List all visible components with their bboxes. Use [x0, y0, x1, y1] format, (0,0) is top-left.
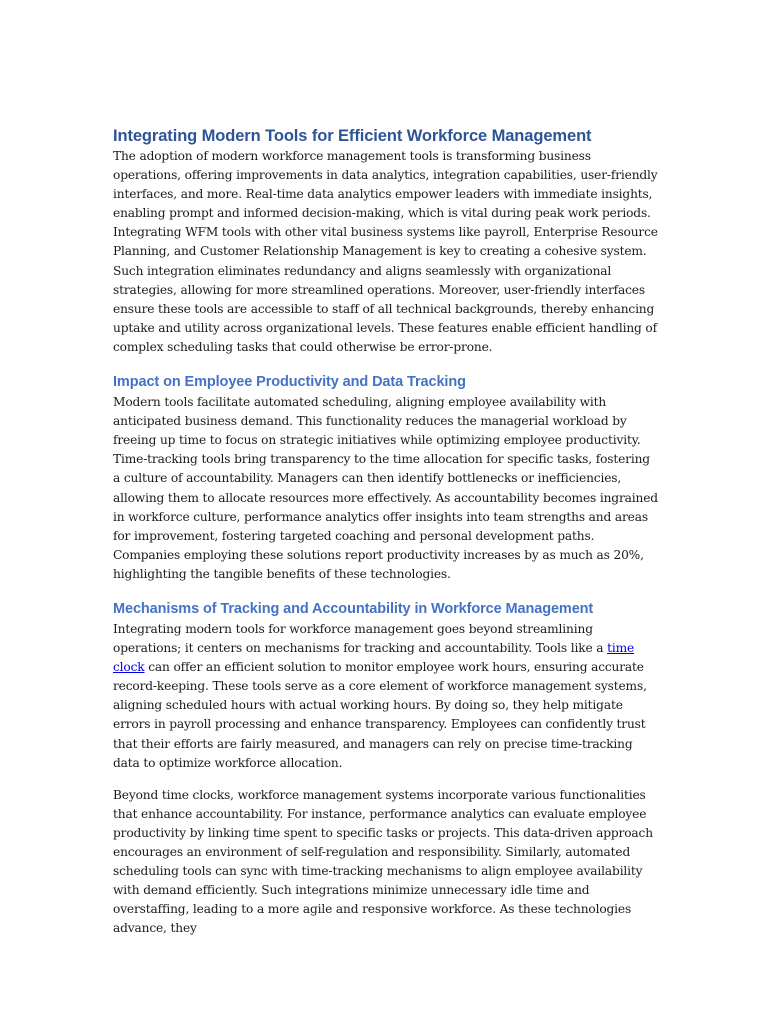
tracking-paragraph-1 — [113, 620, 658, 773]
intro-paragraph: The adoption of modern workforce management tools is transforming business operations, offering improvements in data analytics, integration capabilities, user-friendly interfaces, and more. Real-time data analytics empower leaders with immediate insights, enabling prompt and informed decision-making, which is vital during peak work periods. Integrating WFM tools with other vital business systems like payroll, Enterprise Resource Planning, and Customer Relationship Management is key to creating a cohesive system. Such integration eliminates redundancy and aligns seamlessly with organizational strategies, allowing for more streamlined operations. Moreover, user-friendly interfaces ensure these tools are accessible to staff of all technical backgrounds, thereby enhancing uptake and utility across organizational levels. These features enable efficient handling of complex scheduling tasks that could otherwise be error-prone. — [113, 149, 658, 354]
document-page — [113, 126, 658, 938]
productivity-paragraph: Modern tools facilitate automated scheduling, aligning employee availability with anticipated business demand. This functionality reduces the managerial workload by freeing up time to focus on strategic initiatives while optimizing employee productivity. Time-tracking tools bring transparency to the time allocation for specific tasks, fostering a culture of accountability. Managers can then identify bottlenecks or inefficiencies, allowing them to allocate resources more effectively. As accountability becomes ingrained in workforce culture, performance analytics offer insights into team strengths and areas for improvement, fostering targeted coaching and personal development paths. Companies employing these solutions report productivity increases by as much as 20%, highlighting the tangible benefits of these technologies. — [113, 395, 658, 581]
tracking-paragraph-1-start: Integrating modern tools for workforce management goes beyond streamlining operations; it centers on mechanisms for tracking and accountability. Tools like a — [113, 621, 608, 656]
time-clock-link[interactable]: time clock — [113, 641, 635, 675]
tracking-paragraph-1-end: can offer an efficient solution to monitor employee work hours, ensuring accurate record-keeping. These tools serve as a core element of workforce management systems, aligning scheduled hours with actual working hours. By doing so, they help mitigate errors in payroll processing and enhance transparency. Employees can confidently trust that their efforts are fairly measured, and managers can rely on precise time-tracking data to optimize workforce allocation. — [113, 660, 647, 770]
section-heading-tracking: Mechanisms of Tracking and Accountability in Workforce Management — [113, 600, 594, 617]
document-title: Integrating Modern Tools for Efficient Workforce Management — [113, 127, 592, 145]
tracking-paragraph-2: Beyond time clocks, workforce management systems incorporate various functionalities that enhance accountability. For instance, performance analytics can evaluate employee productivity by linking time spent to specific tasks or projects. This data-driven approach encourages an environment of self-regulation and responsibility. Similarly, automated scheduling tools can sync with time-tracking mechanisms to align employee availability with demand efficiently. Such integrations minimize unnecessary idle time and overstaffing, leading to a more agile and responsive workforce. As these technologies advance, they — [113, 787, 653, 936]
section-heading-productivity: Impact on Employee Productivity and Data Tracking — [113, 374, 466, 391]
